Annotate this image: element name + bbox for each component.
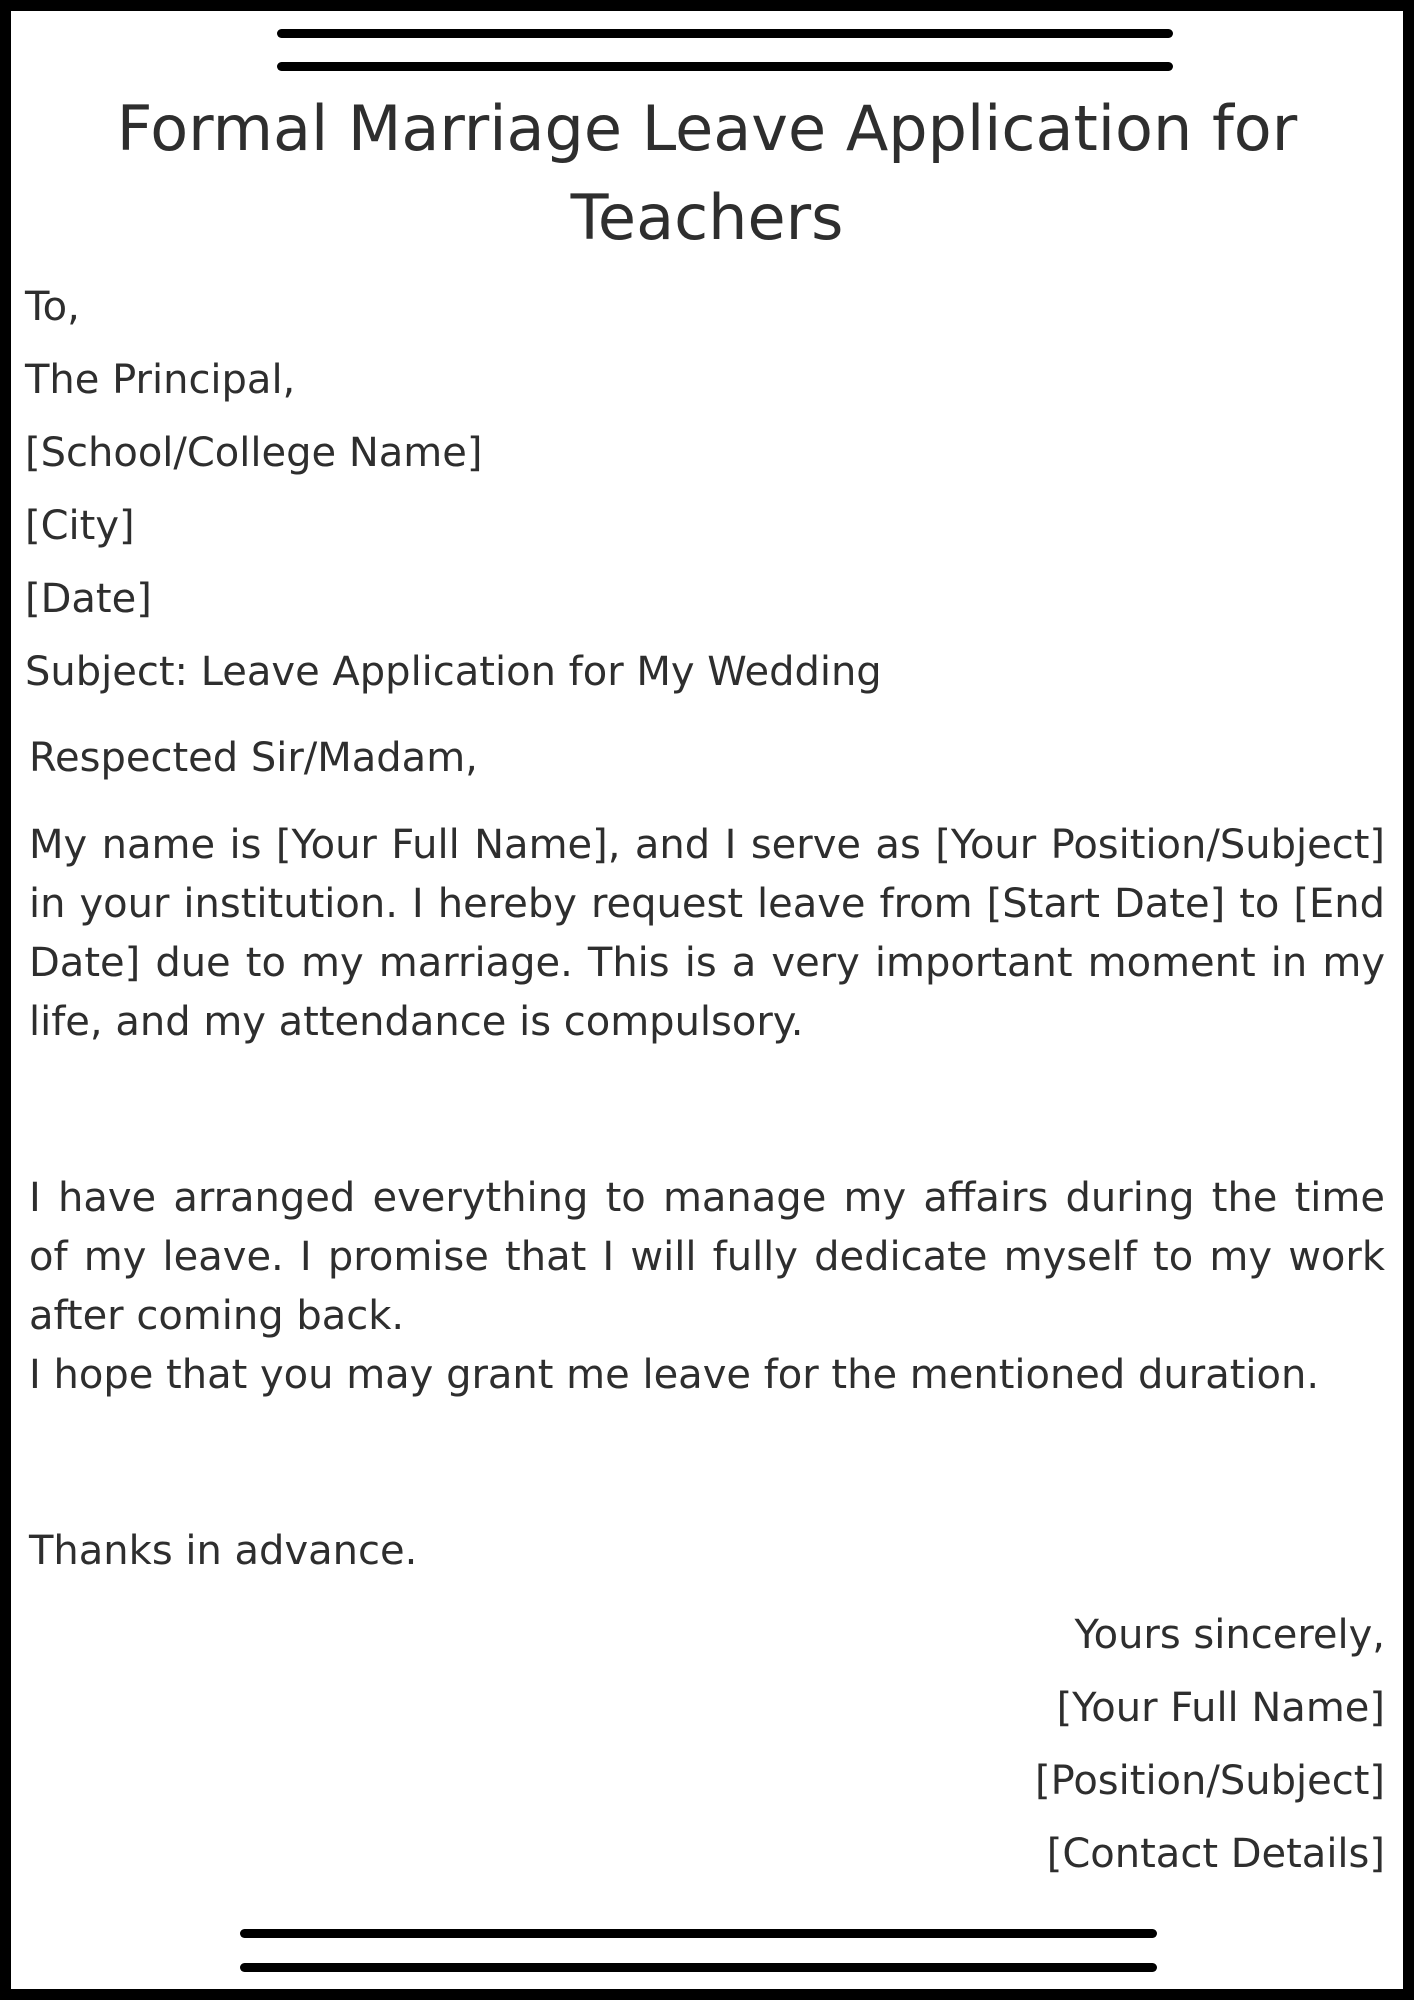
signature-name: [Your Full Name] [1056,1685,1385,1731]
recipient-city: [City] [25,503,135,549]
recipient-designation: The Principal, [25,357,296,403]
document-title: Formal Marriage Leave Application for Teachers [116,92,1298,254]
closing-thanks: Thanks in advance. [29,1528,418,1574]
signature-contact: [Contact Details] [1046,1831,1385,1877]
signature-closing: Yours sincerely, [1074,1612,1385,1658]
signature-position: [Position/Subject] [1035,1758,1385,1804]
body-paragraph-2: I have arranged everything to manage my affairs during the time of my leave. I promise that I will fully dedicate myself to my work after coming back. [29,1175,1385,1339]
recipient-institution: [School/College Name] [25,430,483,476]
body-paragraph-3: I hope that you may grant me leave for the mentioned duration. [29,1352,1320,1398]
bottom-rule-lower [240,1963,1157,1972]
recipient-to: To, [25,284,80,330]
top-rule-upper [277,29,1173,38]
letter-date: [Date] [25,576,152,622]
salutation: Respected Sir/Madam, [29,735,478,781]
subject-line: Subject: Leave Application for My Wedding [25,649,882,695]
bottom-rule-upper [240,1929,1157,1938]
top-rule-lower [277,62,1173,71]
body-paragraph-1: My name is [Your Full Name], and I serve as [Your Position/Subject] in your institution. I hereby request leave from [Start Date] to [End Date] due to my marriage. This is a very important moment in my life, and my attendance is compulsory. [29,822,1385,1045]
